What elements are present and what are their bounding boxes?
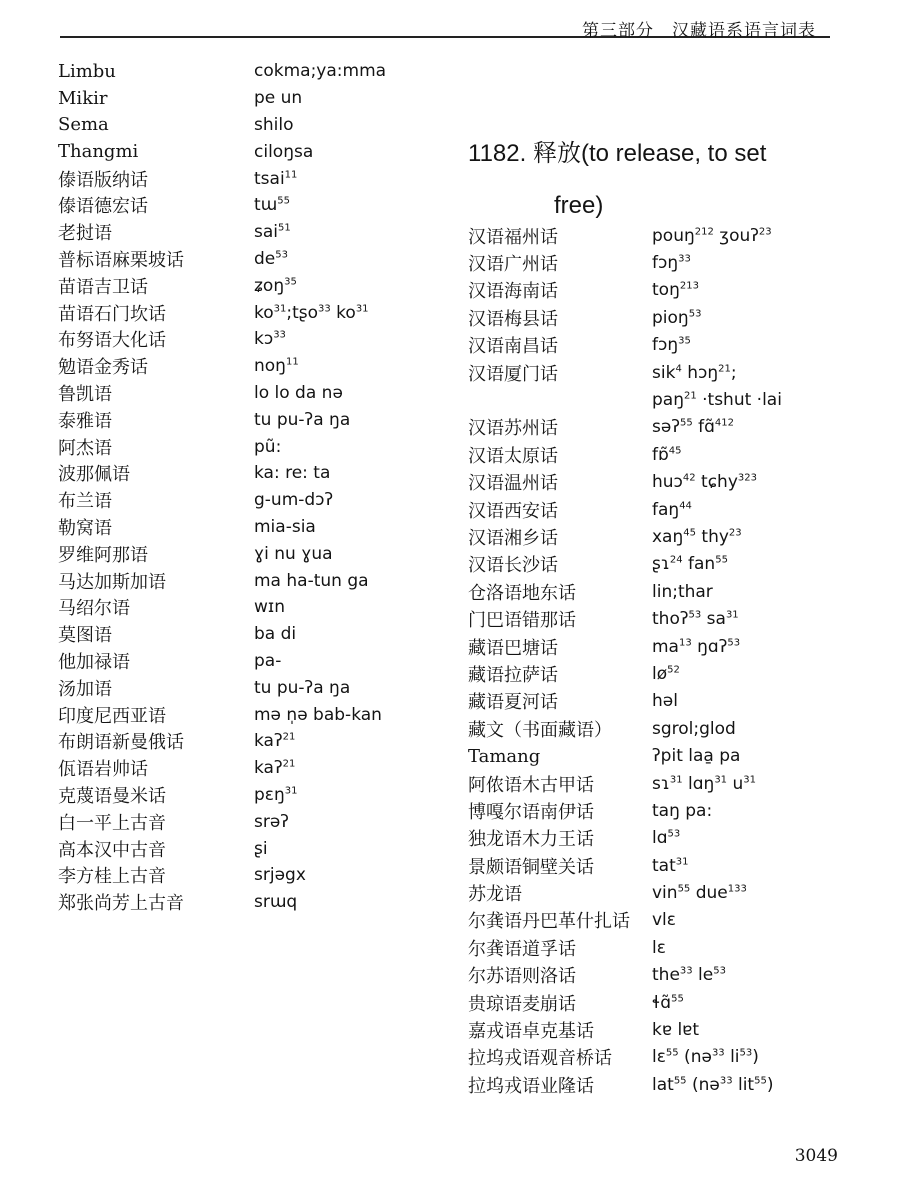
word-row: [468, 386, 848, 413]
word-form: cokma;ya:mma: [254, 61, 387, 82]
language-name: 白一平上古音: [58, 812, 166, 834]
word-row: [468, 934, 848, 961]
language-name: 贵琼语麦崩话: [468, 993, 576, 1015]
language-name: 勉语金秀话: [58, 357, 148, 379]
word-row: [468, 496, 848, 523]
language-name: 藏语拉萨话: [468, 664, 558, 686]
language-name: 汉语福州话: [468, 226, 558, 248]
word-row: [58, 567, 418, 594]
word-form: shilo: [254, 114, 294, 135]
word-row: [468, 825, 848, 852]
word-form: pioŋ$^{53}$: [652, 307, 702, 328]
page-number: 3049: [794, 1146, 838, 1166]
word-row: [468, 989, 848, 1016]
word-row: [468, 359, 848, 386]
language-name: 嘉戎语卓克基话: [468, 1021, 594, 1043]
language-name: 汉语广州话: [468, 254, 558, 276]
word-form: faŋ$^{44}$: [652, 499, 692, 520]
word-form: ciloŋsa: [254, 141, 314, 162]
word-row: [58, 835, 418, 862]
word-row: [58, 648, 418, 675]
word-row: [58, 85, 418, 112]
word-form: ʂi: [254, 838, 268, 859]
word-form: pe un: [254, 88, 303, 109]
word-form: sik$^4$ hɔŋ$^{21}$;: [652, 362, 737, 383]
language-name: 苗语吉卫话: [58, 276, 148, 298]
language-name: 傣语版纳话: [58, 169, 148, 191]
language-name: 拉坞戎语观音桥话: [468, 1048, 612, 1070]
word-row: [58, 380, 418, 407]
language-name: 罗维阿那语: [58, 544, 148, 566]
language-name: 汉语西安话: [468, 500, 558, 522]
language-name: 尔龚语道孚话: [468, 938, 576, 960]
word-form: sɿ$^{31}$ lɑŋ$^{31}$ $u^{31}$: [652, 773, 756, 794]
language-name: 高本汉中古音: [58, 839, 166, 861]
word-row: [468, 797, 848, 824]
language-name: 波那佩语: [58, 464, 130, 486]
word-form: kɐ lɐt: [652, 1020, 700, 1041]
word-row: [468, 249, 848, 276]
language-name: Thangmi: [58, 141, 139, 163]
word-row: [468, 414, 848, 441]
language-name: 尔苏语则洛话: [468, 966, 576, 988]
language-name: 鲁凯语: [58, 383, 112, 405]
word-form: kaʔ$^{21}$: [254, 758, 296, 779]
word-form: lat$^{55}$ (nə$^{33}$ lit$^{55}$): [652, 1074, 774, 1095]
word-form: pɛŋ$^{31}$: [254, 784, 298, 805]
running-header: 第三部分 汉藏语系语言词表: [582, 21, 816, 41]
word-form: sai$^{51}$: [254, 222, 291, 243]
word-row: [468, 907, 848, 934]
word-row: [58, 621, 418, 648]
word-row: [58, 862, 418, 889]
word-row: [468, 441, 848, 468]
language-name: 普标语麻栗坡话: [58, 249, 184, 271]
word-row: [58, 299, 418, 326]
word-form: srɯq: [254, 892, 298, 913]
language-name: 郑张尚芳上古音: [58, 893, 184, 915]
language-name: 布努语大化话: [58, 330, 166, 352]
word-row: [58, 138, 418, 165]
language-name: 马达加斯加语: [58, 571, 166, 593]
word-row: [58, 326, 418, 353]
word-row: [58, 406, 418, 433]
word-row: [468, 1016, 848, 1043]
word-row: [468, 1044, 848, 1071]
word-form: taŋ pa:: [652, 800, 713, 821]
word-row: [468, 688, 848, 715]
word-form: mia-sia: [254, 516, 316, 537]
word-form: toŋ$^{213}$: [652, 280, 699, 301]
word-form: mə n̩ə bab-kan: [254, 704, 382, 725]
word-form: lɛ$^{55}$ (nə$^{33}$ $li^{53}$): [652, 1047, 759, 1068]
word-form: kaʔ$^{21}$: [254, 731, 296, 752]
word-form: lo lo da nə: [254, 382, 343, 403]
language-name: 仓洛语地东话: [468, 582, 576, 604]
word-form: noŋ$^{11}$: [254, 356, 299, 377]
word-form: ɬɑ̃$^{55}$: [652, 992, 684, 1013]
language-name: 汉语湘乡话: [468, 527, 558, 549]
word-form: $de^{53}$: [254, 248, 288, 269]
language-name: 老挝语: [58, 223, 112, 245]
word-form: tsai$^{11}$: [254, 168, 298, 189]
word-form: $ko^{31};tʂo^{33}$ $ko^{31}$: [254, 302, 369, 323]
language-name: 汉语长沙话: [468, 555, 558, 577]
language-name: 景颇语铜壁关话: [468, 856, 594, 878]
word-form: pouŋ$^{212}$ ʒouʔ$^{23}$: [652, 225, 772, 246]
language-name: 藏语夏河话: [468, 692, 558, 714]
word-form: vin$^{55}$ due$^{133}$: [652, 883, 747, 904]
word-row: [58, 487, 418, 514]
word-row: [468, 523, 848, 550]
entry-title-line2: free): [554, 192, 604, 219]
language-name: 他加禄语: [58, 651, 130, 673]
word-row: [58, 889, 418, 916]
word-row: [58, 808, 418, 835]
word-row: [468, 304, 848, 331]
word-row: [468, 605, 848, 632]
word-form: lɑ$^{53}$: [652, 828, 681, 849]
language-name: Sema: [58, 114, 109, 136]
word-form: vlɛ: [652, 910, 676, 931]
word-row: [468, 222, 848, 249]
word-form: xaŋ$^{45}$ thy$^{23}$: [652, 526, 742, 547]
word-form: thoʔ$^{53}$ $sa^{31}$: [652, 609, 739, 630]
word-form: ɣi nu ɣua: [254, 543, 333, 564]
word-form: srəʔ: [254, 811, 289, 832]
word-form: kɔ$^{33}$: [254, 329, 286, 350]
word-form: fɔŋ$^{35}$: [652, 335, 691, 356]
word-row: [468, 770, 848, 797]
word-row: [58, 540, 418, 567]
language-name: 傣语德宏话: [58, 196, 148, 218]
language-name: 泰雅语: [58, 410, 112, 432]
word-row: [468, 277, 848, 304]
word-form: pũ:: [254, 436, 282, 457]
word-row: [58, 165, 418, 192]
language-name: 门巴语错那话: [468, 610, 576, 632]
word-form: ma ha-tun ga: [254, 570, 369, 591]
word-form: wɪn: [254, 597, 285, 618]
language-name: 汤加语: [58, 678, 112, 700]
language-name: 汉语太原话: [468, 445, 558, 467]
word-form: ka: re: ta: [254, 463, 331, 484]
word-row: [468, 633, 848, 660]
left-column: [58, 58, 418, 916]
word-form: sgrol;glod: [652, 718, 736, 739]
language-name: 汉语南昌话: [468, 336, 558, 358]
language-name: 阿侬语木古甲话: [468, 774, 594, 796]
word-row: [58, 460, 418, 487]
entry-title-line1: 释放(to release, to set: [532, 140, 767, 167]
right-column: [468, 222, 848, 1099]
language-name: 汉语苏州话: [468, 418, 558, 440]
language-name: 李方桂上古音: [58, 866, 166, 888]
language-name: 克蔑语曼米话: [58, 785, 166, 807]
word-row: [468, 551, 848, 578]
word-row: [468, 852, 848, 879]
word-row: [468, 1071, 848, 1098]
word-form: ʑoŋ$^{35}$: [254, 275, 297, 296]
word-form: $ma^{13}$ ŋɑʔ$^{53}$: [652, 636, 741, 657]
language-name: 尔龚语丹巴革什扎话: [468, 911, 630, 933]
word-row: [58, 112, 418, 139]
language-name: 莫图语: [58, 625, 112, 647]
word-row: [58, 782, 418, 809]
word-row: [58, 701, 418, 728]
word-form: fɔŋ$^{33}$: [652, 253, 691, 274]
word-form: lin;thar: [652, 581, 713, 602]
word-row: [468, 660, 848, 687]
word-form: srjəgx: [254, 865, 306, 886]
language-name: 藏语巴塘话: [468, 637, 558, 659]
language-name: 汉语厦门话: [468, 363, 558, 385]
language-name: 拉坞戎语业隆话: [468, 1075, 594, 1097]
word-row: [468, 332, 848, 359]
language-name: 马绍尔语: [58, 598, 130, 620]
language-name: 布朗语新曼俄话: [58, 732, 184, 754]
word-row: [468, 469, 848, 496]
word-row: [58, 755, 418, 782]
language-name: 印度尼西亚语: [58, 705, 166, 727]
word-form: huɔ$^{42}$ tɕhy$^{323}$: [652, 472, 757, 493]
language-name: 藏文（书面藏语）: [468, 719, 612, 741]
word-row: [58, 272, 418, 299]
word-row: [58, 192, 418, 219]
word-form: ba di: [254, 624, 297, 645]
word-row: [58, 594, 418, 621]
entry-heading: [468, 128, 808, 232]
language-name: 汉语梅县话: [468, 308, 558, 330]
language-name: 博嘎尔语南伊话: [468, 801, 594, 823]
word-row: [58, 58, 418, 85]
language-name: Mikir: [58, 87, 108, 109]
language-name: Limbu: [58, 60, 116, 82]
word-form: tɯ$^{55}$: [254, 195, 290, 216]
word-row: [58, 728, 418, 755]
word-form: fɒ̃$^{45}$: [652, 444, 682, 465]
word-row: [468, 962, 848, 989]
word-form: the$^{33}$ $le^{53}$: [652, 965, 726, 986]
language-name: 汉语温州话: [468, 473, 558, 495]
language-name: Tamang: [468, 745, 541, 767]
word-form: lɛ: [652, 937, 666, 958]
word-row: [468, 715, 848, 742]
word-form: həl: [652, 691, 678, 712]
word-row: [468, 742, 848, 769]
word-row: [58, 674, 418, 701]
word-form: səʔ$^{55}$ fɑ̃$^{412}$: [652, 417, 735, 438]
word-row: [58, 246, 418, 273]
word-form: g-um-dɔʔ: [254, 490, 334, 511]
word-form: paŋ$^{21}$ ·tshut ·lai: [652, 390, 782, 411]
language-name: 苗语石门坎话: [58, 303, 166, 325]
word-form: tu pu-ʔa ŋa: [254, 409, 351, 430]
entry-number: 1182.: [468, 140, 527, 167]
language-name: 汉语海南话: [468, 281, 558, 303]
word-row: [468, 879, 848, 906]
word-row: [58, 353, 418, 380]
language-name: 独龙语木力王话: [468, 829, 594, 851]
word-form: $lø^{52}$: [652, 663, 680, 684]
word-form: tu pu-ʔa ŋa: [254, 677, 351, 698]
word-form: ʂɿ$^{24}$ fan$^{55}$: [652, 554, 728, 575]
language-name: 佤语岩帅话: [58, 759, 148, 781]
language-name: 阿杰语: [58, 437, 112, 459]
word-form: pa-: [254, 650, 282, 671]
word-form: tat$^{31}$: [652, 855, 689, 876]
language-name: 苏龙语: [468, 884, 522, 906]
word-form: ʔpit laa̱ pa: [652, 746, 741, 767]
language-name: 布兰语: [58, 491, 112, 513]
language-name: 勒窝语: [58, 517, 112, 539]
word-row: [58, 433, 418, 460]
word-row: [58, 514, 418, 541]
word-row: [468, 578, 848, 605]
word-row: [58, 219, 418, 246]
